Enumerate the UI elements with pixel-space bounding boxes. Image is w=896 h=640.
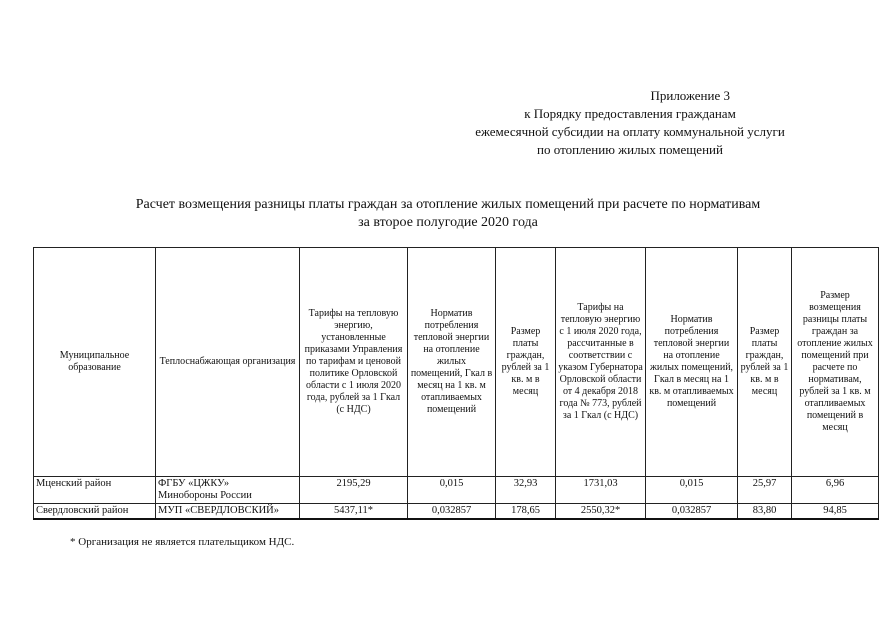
appendix-line: Приложение 3 <box>650 88 730 103</box>
table-row <box>34 504 879 520</box>
org-name-line: ФГБУ «ЦЖКУ» <box>158 478 230 489</box>
appendix-line: к Порядку предоставления гражданам <box>524 106 736 121</box>
appendix-block <box>420 87 840 159</box>
footnote: * Организация не является плательщиком НДС. <box>70 536 295 548</box>
appendix-line: по отоплению жилых помещений <box>537 142 723 157</box>
cell-municipality: Мценский район <box>34 477 156 504</box>
header-norm-1: Норматив потребления тепловой энергии на отопление жилых помещений, Гкал в месяц на 1 кв. м отапливаемых помещений <box>408 248 496 477</box>
org-name-line: Минобороны России <box>158 490 252 501</box>
cell-norm-1: 0,032857 <box>408 504 496 520</box>
header-payment-2: Размер платы граждан, рублей за 1 кв. м в месяц <box>738 248 792 477</box>
org-name-line: МУП «СВЕРДЛОВСКИЙ» <box>158 505 279 516</box>
cell-organization <box>156 477 300 504</box>
table-row <box>34 477 879 504</box>
cell-tariff-decree: 1731,03 <box>556 477 646 504</box>
cell-compensation: 94,85 <box>792 504 879 520</box>
header-compensation: Размер возмещения разницы платы граждан за отопление жилых помещений при расчете по нормативам, рублей за 1 кв. м отапливаемых помещений в месяц <box>792 248 879 477</box>
document-title <box>0 196 896 232</box>
cell-tariff-regulated: 5437,11* <box>300 504 408 520</box>
cell-municipality: Свердловский район <box>34 504 156 520</box>
header-norm-2: Норматив потребления тепловой энергии на отопление жилых помещений, Гкал в месяц на 1 кв. м отапливаемых помещений <box>646 248 738 477</box>
cell-organization <box>156 504 300 520</box>
header-payment-1: Размер платы граждан, рублей за 1 кв. м в месяц <box>496 248 556 477</box>
header-row <box>34 248 879 477</box>
cell-compensation: 6,96 <box>792 477 879 504</box>
cell-tariff-decree: 2550,32* <box>556 504 646 520</box>
cell-norm-2: 0,015 <box>646 477 738 504</box>
header-municipality: Муниципальное образование <box>34 248 156 477</box>
calculation-table <box>33 247 879 520</box>
title-line: за второе полугодие 2020 года <box>358 215 538 230</box>
title-line: Расчет возмещения разницы платы граждан за отопление жилых помещений при расчете по нормативам <box>135 197 761 212</box>
cell-payment-1: 178,65 <box>496 504 556 520</box>
cell-norm-2: 0,032857 <box>646 504 738 520</box>
cell-norm-1: 0,015 <box>408 477 496 504</box>
header-tariff-regulated: Тарифы на тепловую энергию, установленные приказами Управления по тарифам и ценовой политике Орловской области с 1 июля 2020 года, рублей за 1 Гкал (с НДС) <box>300 248 408 477</box>
cell-payment-2: 25,97 <box>738 477 792 504</box>
appendix-line: ежемесячной субсидии на оплату коммунальной услуги <box>475 124 785 139</box>
header-tariff-decree: Тарифы на тепловую энергию с 1 июля 2020 года, рассчитанные в соответствии с указом Губернатора Орловской области от 4 декабря 2018 года № 773, рублей за 1 Гкал (с НДС) <box>556 248 646 477</box>
header-organization: Теплоснабжающая организация <box>156 248 300 477</box>
cell-tariff-regulated: 2195,29 <box>300 477 408 504</box>
cell-payment-1: 32,93 <box>496 477 556 504</box>
cell-payment-2: 83,80 <box>738 504 792 520</box>
